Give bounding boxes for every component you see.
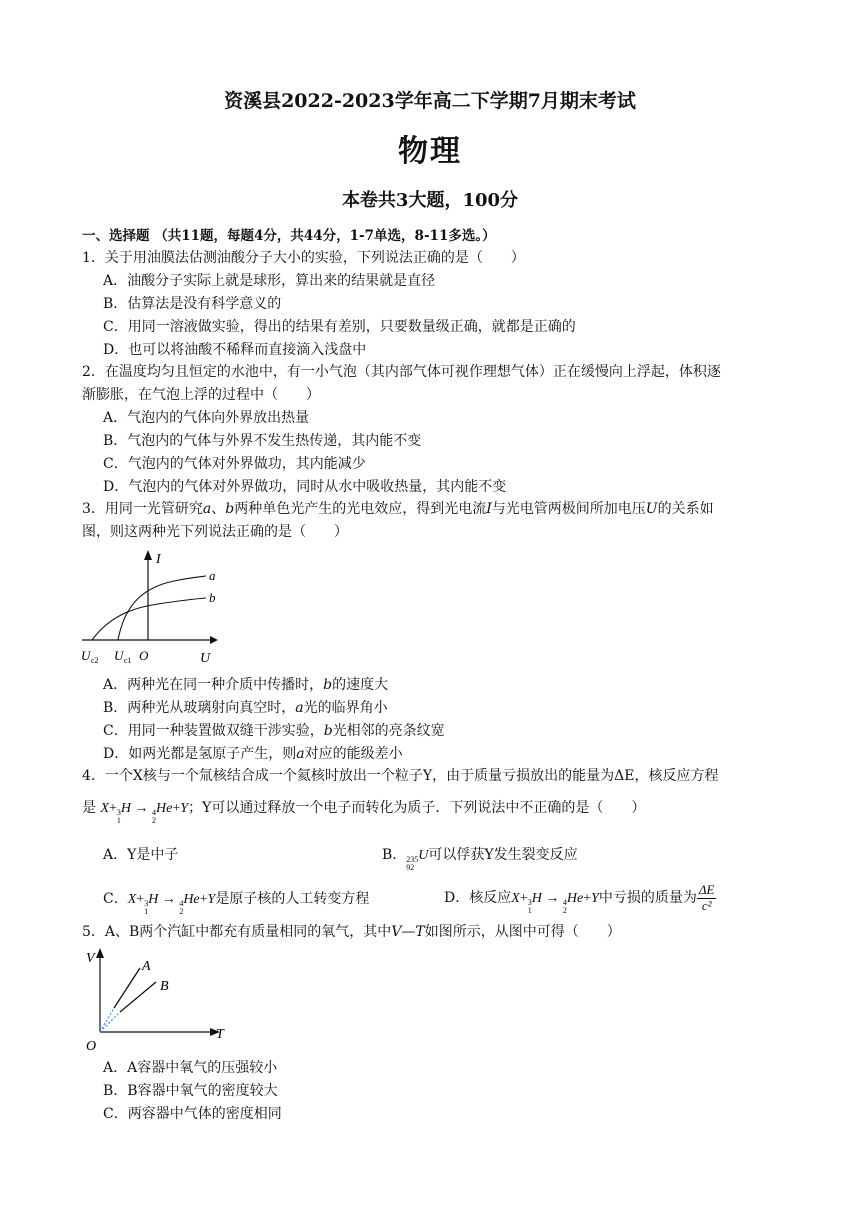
- q3-stem-text-2: 两种单色光产生的光电效应，得到光电流: [234, 501, 487, 517]
- he-z: 2: [152, 816, 157, 825]
- d-eq-arrow: →: [545, 891, 560, 906]
- eq-h: H: [120, 801, 132, 816]
- eq-x: X: [100, 801, 110, 816]
- fraction-denominator: c²: [701, 897, 712, 913]
- curve-a: [118, 576, 206, 640]
- u-symbol: U: [418, 848, 429, 863]
- uc1-label: U: [114, 648, 124, 663]
- q4-d-suffix: 中亏损的质量为: [598, 890, 697, 906]
- c-h-mass: 3: [144, 899, 149, 908]
- q3-b-text-end: 光的临界角小: [303, 700, 388, 716]
- q4-c-equation: [127, 892, 216, 916]
- q3-var-a: a: [202, 501, 212, 517]
- q3-a-text: A．两种光在同一种介质中传播时，: [103, 677, 324, 693]
- q4-b-suffix: 可以俘获Y发生裂变反应: [428, 847, 578, 863]
- q1-option-a: A．油酸分子实际上就是球形，算出来的结果就是直径: [103, 273, 436, 289]
- q4-option-c: [103, 887, 369, 916]
- q2-option-b: B．气泡内的气体与外界不发生热传递，其内能不变: [103, 433, 422, 449]
- q3-var-i: I: [486, 501, 492, 517]
- c-he-z: 2: [179, 907, 184, 916]
- eq-he: He: [156, 801, 173, 816]
- h-z: 1: [116, 816, 121, 825]
- d-he-z: 2: [562, 906, 567, 915]
- q4-option-a: A．Y是中子: [103, 847, 179, 863]
- q2-stem-line2: 渐膨胀，在气泡上浮的过程中（ ）: [82, 387, 320, 403]
- uc2-label: U: [81, 648, 91, 663]
- c-eq-plus: +: [136, 892, 145, 907]
- line-b-label: B: [160, 979, 169, 994]
- c-h-z: 1: [144, 907, 149, 916]
- q4-d-prefix: D．核反应: [444, 890, 512, 906]
- q5-stem-suffix: 如图所示，从图中可得（ ）: [424, 924, 621, 940]
- q4-reaction-equation: [100, 801, 189, 825]
- graph-y-arrow: [144, 550, 152, 560]
- q1-option-b: B．估算法是没有科学意义的: [103, 296, 282, 312]
- fraction-numerator: ΔE: [698, 882, 715, 898]
- c-he-nuclide: [179, 900, 183, 916]
- origin-label: O: [139, 648, 149, 663]
- paper-info: 本卷共3大题，100分: [341, 190, 519, 211]
- graph-y-label: I: [156, 552, 161, 567]
- q3-stem-line2: 图，则这两种光下列说法正确的是（ ）: [82, 524, 348, 540]
- q3-option-c: [103, 721, 445, 741]
- section-heading: 一、选择题 （共11题，每题4分，共44分，1-7单选，8-11多选。）: [82, 228, 496, 244]
- q5-option-c: C．两容器中气体的密度相同: [103, 1106, 282, 1122]
- vt-x-label: T: [216, 1027, 224, 1042]
- q3-d-var: a: [296, 746, 305, 762]
- q3-option-a: [103, 675, 388, 695]
- q5-stem: [82, 922, 621, 942]
- q4-b-prefix: B．: [382, 847, 407, 863]
- q3-var-b: b: [225, 501, 235, 517]
- d-eq-y: Y: [591, 891, 599, 906]
- eq-y: Y: [180, 801, 189, 816]
- q2-option-c: C．气泡内的气体对外界做功，其内能减少: [103, 456, 366, 472]
- q4-c-suffix: 是原子核的人工转变方程: [215, 891, 370, 907]
- curve-a-label: a: [209, 568, 216, 583]
- he-nuclide-numbers: [152, 809, 156, 825]
- d-eq-h: H: [531, 891, 542, 906]
- d-he-nuclide: [563, 899, 567, 915]
- c-eq-he: He: [183, 892, 200, 907]
- q1-stem: 1．关于用油膜法估测油酸分子大小的实验，下列说法正确的是（ ）: [82, 250, 525, 266]
- line-b: [120, 982, 156, 1012]
- q1-option-d: D．也可以将油酸不稀释而直接滴入浅盘中: [103, 342, 367, 358]
- c-eq-plus-2: +: [199, 892, 208, 907]
- q3-option-d: [103, 744, 403, 764]
- q3-c-text: C．用同一种装置做双缝干涉实验，: [103, 723, 324, 739]
- line-a: [114, 968, 140, 1008]
- eq-arrow: →: [134, 801, 149, 816]
- h-mass: 3: [116, 808, 121, 817]
- q3-d-text-end: 对应的能级差小: [304, 746, 403, 762]
- photoelectric-iu-graph: [78, 548, 228, 670]
- u-mass: 235: [406, 855, 419, 864]
- q3-a-text-end: 的速度大: [332, 677, 389, 693]
- vt-y-arrow: [96, 948, 104, 958]
- d-h-z: 1: [527, 906, 532, 915]
- line-b-extension: [100, 1012, 120, 1032]
- curve-b-label: b: [209, 590, 216, 605]
- vt-y-label: V: [86, 951, 95, 966]
- q4-stem-suffix: ；Y可以通过释放一个电子而转化为质子．下列说法中不正确的是（ ）: [188, 800, 646, 816]
- q5-var-vt: V—T: [391, 924, 425, 940]
- q4-stem-line1: 4．一个X核与一个氚核结合成一个氦核时放出一个粒子Y，由于质量亏损放出的能量为ΔE，核反应方程: [82, 768, 719, 784]
- c-eq-x: X: [127, 892, 137, 907]
- eq-plus: +: [109, 801, 117, 816]
- h-nuclide-numbers: [117, 809, 121, 825]
- q3-stem-text-3: 与光电管两极间所加电压: [491, 501, 646, 517]
- q3-d-text: D．如两光都是氢原子产生，则: [103, 746, 297, 762]
- curve-b: [92, 598, 206, 640]
- d-eq-plus: +: [519, 891, 528, 906]
- u-z: 92: [406, 863, 415, 872]
- c-eq-y: Y: [207, 892, 216, 907]
- q3-stem-text-1: 3．用同一光管研究: [82, 501, 203, 517]
- q4-option-b: [382, 845, 578, 872]
- d-he-mass: 4: [562, 898, 567, 907]
- graph-x-label: U: [200, 651, 211, 666]
- q4-option-d: [444, 880, 716, 917]
- q2-option-d: D．气泡内的气体对外界做功，同时从水中吸收热量，其内能不变: [103, 479, 507, 495]
- q3-b-text: B．两种光从玻璃射向真空时，: [103, 700, 296, 716]
- vt-origin-label: O: [86, 1039, 97, 1054]
- q3-c-var: b: [323, 723, 333, 739]
- q2-option-a: A．气泡内的气体向外界放出热量: [103, 410, 310, 426]
- q3-a-var: b: [323, 677, 333, 693]
- q5-stem-prefix: 5．A、B两个汽缸中都充有质量相同的氧气，其中: [82, 924, 392, 940]
- d-eq-plus-2: +: [583, 891, 592, 906]
- he-mass: 4: [152, 808, 157, 817]
- q5-option-a: A．A容器中氧气的压强较小: [103, 1060, 278, 1076]
- graph-x-arrow: [210, 636, 218, 644]
- q2-stem-line1: 2．在温度均匀且恒定的水池中，有一小气泡（其内部气体可视作理想气体）正在缓慢向上浮起，体积逐: [82, 364, 721, 380]
- vt-graph: [80, 946, 230, 1054]
- q4-d-equation: [511, 891, 599, 915]
- mass-defect-fraction: [697, 883, 717, 913]
- q3-b-var: a: [295, 700, 304, 716]
- d-eq-he: He: [566, 891, 584, 906]
- q3-stem-line1: [82, 499, 714, 519]
- d-eq-x: X: [511, 891, 520, 906]
- u-nuclide-numbers: [406, 856, 418, 872]
- q4-stem-prefix: 是: [82, 800, 96, 816]
- c-he-mass: 4: [179, 899, 184, 908]
- q5-option-b: B．B容器中氧气的密度较大: [103, 1083, 278, 1099]
- c-eq-arrow: →: [161, 892, 176, 907]
- c-eq-h: H: [148, 892, 159, 907]
- exam-title: 资溪县2022-2023学年高二下学期7月期末考试: [224, 90, 636, 112]
- d-h-nuclide: [528, 899, 532, 915]
- eq-plus-2: +: [172, 801, 181, 816]
- q3-option-b: [103, 698, 388, 718]
- q3-stem-sep: 、: [211, 501, 226, 517]
- d-h-mass: 3: [527, 898, 532, 907]
- q3-stem-text-4: 的关系如: [657, 501, 714, 517]
- subject-title: 物理: [398, 134, 462, 169]
- q1-option-c: C．用同一溶液做实验，得出的结果有差别，只要数量级正确，就都是正确的: [103, 319, 576, 335]
- q4-c-prefix: C．: [103, 891, 128, 907]
- line-a-label: A: [142, 959, 151, 974]
- c-h-nuclide: [144, 900, 148, 916]
- q3-var-u: U: [645, 501, 658, 517]
- q3-c-text-end: 光相邻的亮条纹宽: [332, 723, 445, 739]
- uc2-subscript: c2: [91, 656, 99, 665]
- uc1-subscript: c1: [124, 656, 132, 665]
- q4-stem-line2: [82, 796, 645, 825]
